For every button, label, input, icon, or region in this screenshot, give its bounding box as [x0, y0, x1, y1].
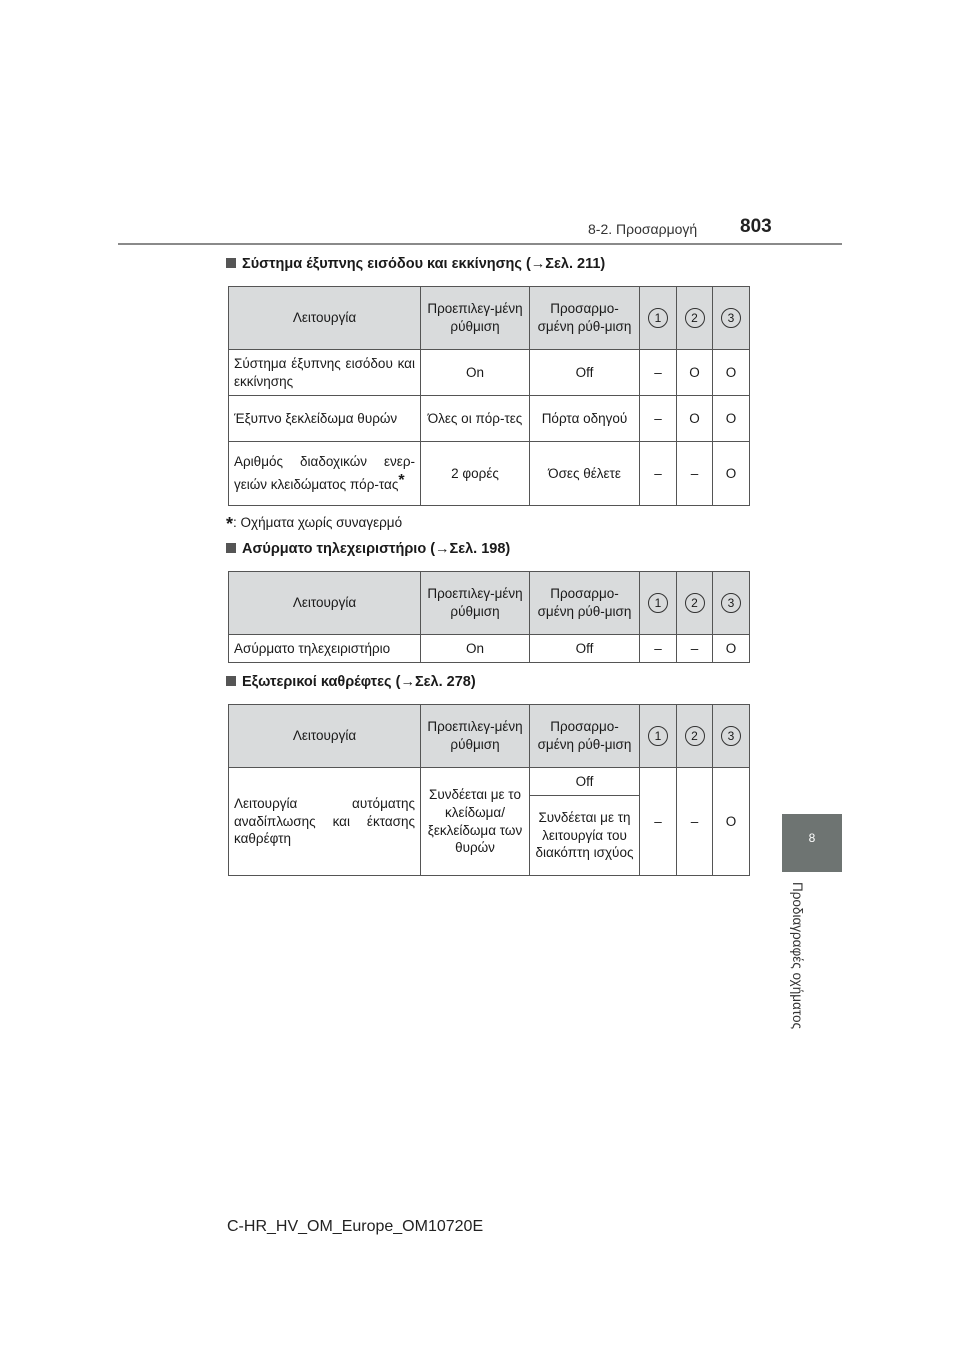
col-custom: Προσαρμο-σμένη ρύθ-μιση — [530, 705, 640, 768]
footnote — [226, 514, 402, 535]
cell-method-1: – — [640, 396, 677, 442]
chapter-tab: 8 — [782, 814, 842, 872]
circled-3-icon: 3 — [721, 308, 741, 328]
cell-method-3: O — [713, 635, 750, 663]
cell-default: On — [421, 350, 530, 396]
col-default: Προεπιλεγ-μένη ρύθμιση — [421, 287, 530, 350]
square-bullet-icon — [226, 258, 236, 268]
square-bullet-icon — [226, 676, 236, 686]
cell-custom: Όσες θέλετε — [530, 442, 640, 506]
section-title: 8-2. Προσαρμογή — [588, 221, 698, 237]
circled-2-icon: 2 — [685, 308, 705, 328]
cell-method-1: – — [640, 442, 677, 506]
chapter-label-text: Προδιαγραφές οχήματος — [790, 882, 805, 1029]
page-reference: Σελ. 278) — [414, 674, 476, 690]
cell-function: Σύστημα έξυπνης εισόδου και εκκίνησης — [229, 350, 421, 396]
cell-custom: Πόρτα οδηγού — [530, 396, 640, 442]
circled-1-icon: 1 — [648, 308, 668, 328]
cell-method-2: – — [677, 635, 713, 663]
col-custom: Προσαρμο-σμένη ρύθ-μιση — [530, 287, 640, 350]
table-header-row — [229, 572, 750, 635]
table-row — [229, 396, 750, 442]
table-row — [229, 635, 750, 663]
circled-1-icon: 1 — [648, 726, 668, 746]
cell-method-3: O — [713, 396, 750, 442]
col-method-2 — [677, 287, 713, 350]
table-smart-entry — [228, 286, 750, 506]
cell-method-3: O — [713, 768, 750, 876]
heading-text: Σύστημα έξυπνης εισόδου και εκκίνησης ( — [242, 256, 531, 272]
cell-method-3: O — [713, 442, 750, 506]
section-heading-smart-entry — [226, 256, 605, 272]
cell-function: Ασύρματο τηλεχειριστήριο — [229, 635, 421, 663]
col-custom: Προσαρμο-σμένη ρύθ-μιση — [530, 572, 640, 635]
footnote-text: : Οχήματα χωρίς συναγερμό — [233, 515, 403, 530]
col-default: Προεπιλεγ-μένη ρύθμιση — [421, 705, 530, 768]
circled-3-icon: 3 — [721, 593, 741, 613]
col-method-1 — [640, 287, 677, 350]
table-wireless-remote — [228, 571, 750, 663]
cell-function — [229, 442, 421, 506]
function-text: Αριθμός διαδοχικών ενερ-γειών κλειδώματος πόρ-τας — [234, 454, 415, 492]
table-outside-mirrors — [228, 704, 750, 876]
cell-method-2: O — [677, 350, 713, 396]
col-method-1 — [640, 572, 677, 635]
section-heading-wireless-remote — [226, 541, 510, 557]
page-reference: Σελ. 198) — [449, 541, 511, 557]
heading-text: Εξωτερικοί καθρέφτες ( — [242, 674, 401, 690]
col-method-2 — [677, 572, 713, 635]
table-header-row — [229, 705, 750, 768]
table-row — [229, 768, 750, 796]
col-default: Προεπιλεγ-μένη ρύθμιση — [421, 572, 530, 635]
circled-3-icon: 3 — [721, 726, 741, 746]
heading-text: Ασύρματο τηλεχειριστήριο ( — [242, 541, 436, 557]
circled-2-icon: 2 — [685, 593, 705, 613]
cell-function: Έξυπνο ξεκλείδωμα θυρών — [229, 396, 421, 442]
col-method-3 — [713, 287, 750, 350]
arrow-icon: → — [530, 256, 546, 272]
cell-method-1: – — [640, 350, 677, 396]
square-bullet-icon — [226, 543, 236, 553]
cell-custom-power-switch: Συνδέεται με τη λειτουργία του διακόπτη ισχύος — [530, 796, 640, 876]
cell-custom-off: Off — [530, 768, 640, 796]
cell-default: 2 φορές — [421, 442, 530, 506]
col-function: Λειτουργία — [229, 572, 421, 635]
section-heading-outside-mirrors — [226, 674, 476, 690]
cell-default: On — [421, 635, 530, 663]
col-method-1 — [640, 705, 677, 768]
document-code: C-HR_HV_OM_Europe_OM10720E — [227, 1218, 484, 1235]
col-function: Λειτουργία — [229, 287, 421, 350]
cell-method-1: – — [640, 768, 677, 876]
table-row — [229, 442, 750, 506]
cell-method-2: O — [677, 396, 713, 442]
page-number: 803 — [740, 216, 772, 237]
cell-method-2: – — [677, 768, 713, 876]
table-header-row — [229, 287, 750, 350]
cell-method-2: – — [677, 442, 713, 506]
footnote-mark: * — [398, 472, 405, 489]
cell-function: Λειτουργία αυτόματης αναδίπλωσης και έκτασης καθρέφτη — [229, 768, 421, 876]
cell-default: Συνδέεται με το κλείδωμα/ ξεκλείδωμα των θυρών — [421, 768, 530, 876]
col-method-3 — [713, 572, 750, 635]
chapter-label — [790, 882, 810, 1052]
arrow-icon: → — [400, 674, 415, 690]
cell-method-3: O — [713, 350, 750, 396]
page-reference: Σελ. 211) — [545, 256, 606, 272]
footnote-mark: * — [226, 514, 234, 534]
circled-1-icon: 1 — [648, 593, 668, 613]
table-row — [229, 350, 750, 396]
cell-method-1: – — [640, 635, 677, 663]
cell-default: Όλες οι πόρ-τες — [421, 396, 530, 442]
arrow-icon: → — [435, 541, 450, 557]
col-method-2 — [677, 705, 713, 768]
cell-custom: Off — [530, 350, 640, 396]
header-rule — [118, 243, 842, 245]
circled-2-icon: 2 — [685, 726, 705, 746]
col-function: Λειτουργία — [229, 705, 421, 768]
cell-custom: Off — [530, 635, 640, 663]
col-method-3 — [713, 705, 750, 768]
